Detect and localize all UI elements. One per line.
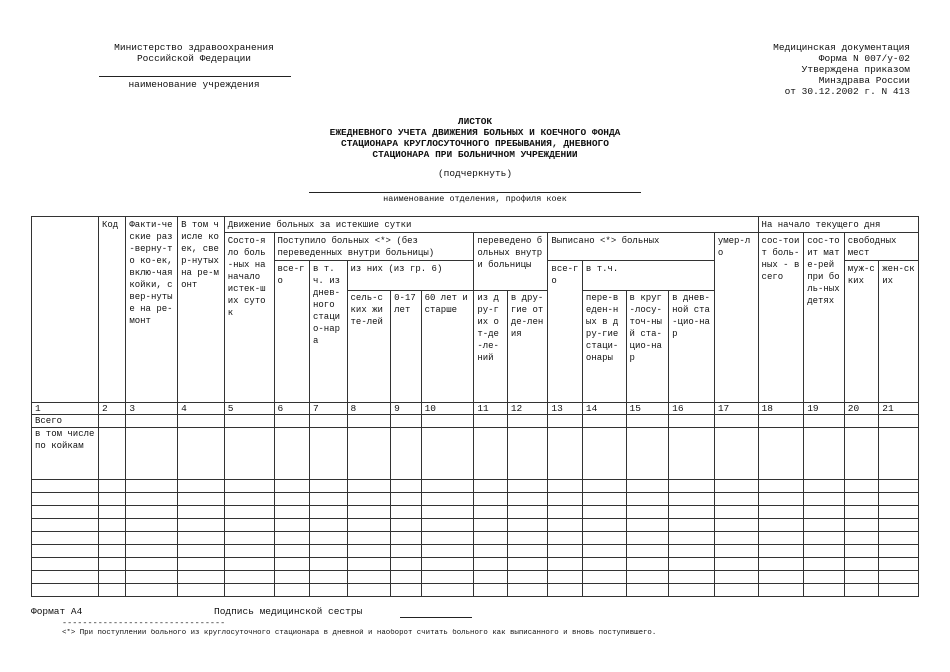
doc-type: Медицинская документация [773, 42, 910, 53]
col-number: 19 [804, 403, 845, 415]
col-number: 8 [347, 403, 391, 415]
approved-line2: Минздрава России [818, 75, 910, 86]
title-line1: ЛИСТОК [457, 116, 493, 127]
header-free-female: жен-ских [879, 261, 919, 403]
header-code: Код [98, 217, 125, 403]
table-row [32, 506, 919, 519]
header-died: умер-ло [714, 233, 758, 403]
header-admitted-total: все-го [274, 261, 310, 403]
col-number: 7 [310, 403, 348, 415]
table-row [32, 571, 919, 584]
column-number-row [32, 403, 919, 415]
header-discharged-incl: в т.ч. [582, 261, 714, 291]
col-number: 11 [474, 403, 507, 415]
col-number: 21 [879, 403, 919, 415]
col-number: 17 [714, 403, 758, 415]
header-admitted-dayhosp: в т.ч. из днев-ного стацио-нара [310, 261, 348, 403]
row-by-beds-label: в том числе по койкам [32, 428, 99, 480]
ministry-line2: Российской Федерации [136, 53, 252, 64]
col-number: 18 [758, 403, 804, 415]
col-number: 6 [274, 403, 310, 415]
movement-table [31, 216, 919, 597]
col-number: 2 [98, 403, 125, 415]
header-beds-repair: В том числе коек, свер-нутых на ре-монт [178, 217, 225, 403]
footnote-text: <*> При поступлении больного из круглосуточного стационара в дневной и наоборот считать больного как выписанного и вновь поступившего. [62, 629, 657, 637]
title-line4: СТАЦИОНАРА ПРИ БОЛЬНИЧНОМ УЧРЕЖДЕНИИ [372, 149, 578, 160]
col-number: 14 [582, 403, 626, 415]
institution-underline [99, 76, 291, 77]
header-state-start: Состо-яло боль-ных на начало истек-ших суток [224, 233, 274, 403]
title-note: (подчеркнуть) [437, 168, 513, 179]
col-number: 15 [626, 403, 669, 415]
department-underline [309, 192, 641, 193]
format-label: Формат А4 [31, 606, 83, 617]
header-discharged-transferred: пере-веден-ных в дру-гие стаци-онары [582, 291, 626, 403]
title-line2: ЕЖЕДНЕВНОГО УЧЕТА ДВИЖЕНИЯ БОЛЬНЫХ И КОЕЧНОГО ФОНДА [329, 127, 621, 138]
col-number: 1 [32, 403, 99, 415]
row-total [32, 415, 919, 428]
header-transferred-from: из дру-гих от-де-ле-ний [474, 291, 507, 403]
row-total-label: Всего [32, 415, 99, 428]
header-name-column [32, 217, 99, 403]
col-number: 20 [844, 403, 879, 415]
row-by-beds [32, 428, 919, 480]
header-actual-beds: Факти-ческие раз-верну-то ко-ек, вклю-чая койки, свер-нутые на ре-монт [126, 217, 178, 403]
col-number: 4 [178, 403, 225, 415]
header-discharged-day: в днев-ной ста-цио-нар [669, 291, 715, 403]
signature-label: Подпись медицинской сестры [214, 606, 363, 617]
header-discharged-total: все-го [548, 261, 583, 403]
header-admitted-0-17: 0-17 лет [391, 291, 421, 403]
ministry-line1: Министерство здравоохранения [114, 42, 274, 53]
col-number: 10 [421, 403, 474, 415]
col-number: 12 [507, 403, 548, 415]
table-row [32, 519, 919, 532]
header-admitted-rural: сель-ских жите-лей [347, 291, 391, 403]
col-number: 16 [669, 403, 715, 415]
header-discharged-round: в круг-лосу-точ-ный ста-цио-нар [626, 291, 669, 403]
header-mothers: сос-тоит мате-рей при боль-ных детях [804, 233, 845, 403]
header-transferred-to: в дру-гие отде-ления [507, 291, 548, 403]
header-admitted-of-them: из них (из гр. 6) [347, 261, 474, 291]
group-current-day: На начало текущего дня [758, 217, 918, 233]
table-row [32, 480, 919, 493]
group-movement: Движение больных за истекшие сутки [224, 217, 758, 233]
institution-caption: наименование учреждения [128, 79, 260, 90]
footnote-separator: -------------------------------- [62, 618, 226, 628]
form-approval-block [640, 42, 910, 97]
group-admitted: Поступило больных <*> (без переведенных внутри больницы) [274, 233, 474, 261]
signature-line [400, 617, 472, 618]
group-discharged: Выписано <*> больных [548, 233, 714, 261]
col-number: 3 [126, 403, 178, 415]
title-line3: СТАЦИОНАРА КРУГЛОСУТОЧНОГО ПРЕБЫВАНИЯ, ДНЕВНОГО [341, 138, 609, 149]
table-row [32, 584, 919, 597]
col-number: 9 [391, 403, 421, 415]
approved-line3: от 30.12.2002 г. N 413 [784, 86, 910, 97]
approved-line1: Утверждена приказом [801, 64, 910, 75]
col-number: 5 [224, 403, 274, 415]
form-number: Форма N 007/у-02 [818, 53, 910, 64]
table-row [32, 545, 919, 558]
department-caption: наименование отделения, профиля коек [383, 194, 567, 204]
header-admitted-60: 60 лет и старше [421, 291, 474, 403]
header-free-male: муж-ских [844, 261, 879, 403]
col-number: 13 [548, 403, 583, 415]
group-transferred: переведено больных внутри больницы [474, 233, 548, 291]
header-state-total: сос-тоит боль-ных - всего [758, 233, 804, 403]
table-row [32, 532, 919, 545]
document-title [240, 116, 710, 160]
table-row [32, 493, 919, 506]
ministry-header [96, 42, 292, 64]
table-row [32, 558, 919, 571]
group-free-places: свободных мест [844, 233, 918, 261]
